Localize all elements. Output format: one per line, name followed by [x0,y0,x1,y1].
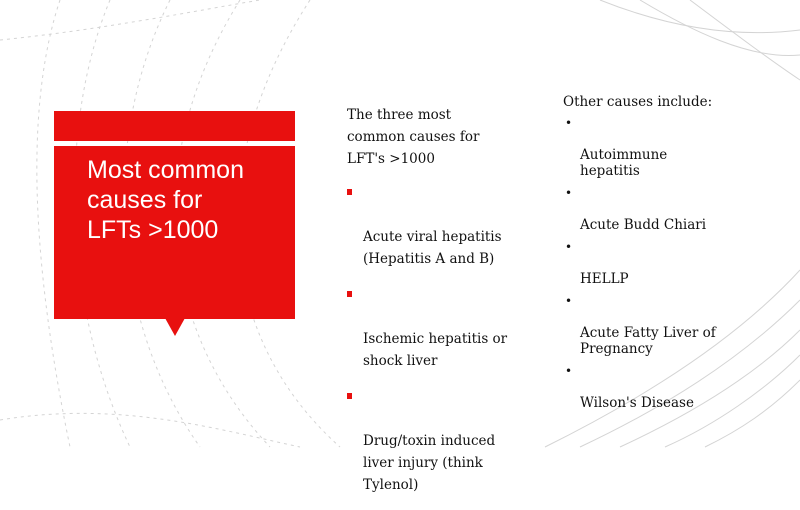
list-item-text: HELLP [580,271,629,287]
dot-bullet-icon: • [565,116,573,130]
list-item-text: Wilson's Disease [580,395,694,411]
dot-bullet-icon: • [565,364,573,378]
common-causes-section [347,104,542,510]
accent-bar [54,111,295,141]
list-item [563,363,763,411]
list-item-text: Acute viral hepatitis (Hepatitis A and B) [363,229,502,267]
red-square-bullet-icon [347,291,352,297]
list-item [563,185,763,233]
other-causes-list [563,115,763,411]
list-item [347,284,542,372]
list-item-text: Acute Fatty Liver of Pregnancy [580,325,716,357]
list-item-text: Ischemic hepatitis or shock liver [363,331,508,369]
list-item-text: Autoimmune hepatitis [580,147,668,179]
title-box-pointer [165,318,185,336]
list-item [563,293,763,357]
other-causes-section [563,93,763,417]
red-square-bullet-icon [347,189,352,195]
dot-bullet-icon: • [565,294,573,308]
list-item [563,239,763,287]
red-square-bullet-icon [347,393,352,399]
slide-title: Most common causes for LFTs >1000 [87,156,244,244]
common-causes-intro: The three most common causes for LFT's >1000 [347,107,480,167]
dot-bullet-icon: • [565,240,573,254]
list-item [563,115,763,179]
list-item [347,386,542,496]
common-causes-list [347,182,542,496]
list-item-text: Acute Budd Chiari [580,217,707,233]
list-item-text: Drug/toxin induced liver injury (think Tylenol) [363,433,496,493]
other-causes-heading: Other causes include: [563,94,713,110]
list-item [347,182,542,270]
dot-bullet-icon: • [565,186,573,200]
